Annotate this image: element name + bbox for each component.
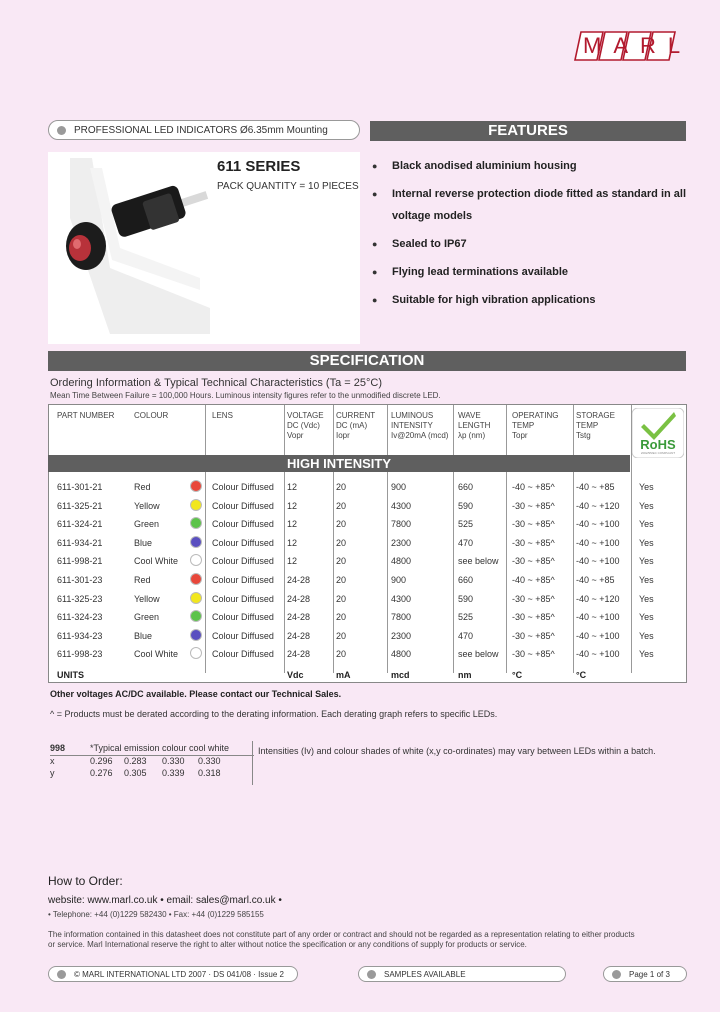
units-operating-temp: °C xyxy=(512,670,523,680)
table-row xyxy=(49,497,688,515)
led-indicator-photo xyxy=(50,158,210,334)
high-intensity-banner: HIGH INTENSITY xyxy=(48,455,630,472)
feature-item: ● Black anodised aluminium housing xyxy=(372,155,692,177)
cell-luminous: 7800 xyxy=(391,612,412,623)
cell-lens: Colour Diffused xyxy=(212,575,274,585)
cell-lens: Colour Diffused xyxy=(212,482,274,492)
cell-current: 20 xyxy=(336,630,347,641)
feature-item: ● Suitable for high vibration applications xyxy=(372,289,692,311)
cell-voltage: 12 xyxy=(287,556,298,567)
led-colour-icon xyxy=(190,573,202,585)
cell-luminous: 2300 xyxy=(391,537,412,548)
mtbf-note: Mean Time Between Failure = 100,000 Hours. Luminous intensity figures refer to the unmodified discrete LED. xyxy=(50,391,441,400)
cell-part: 611-325-21 xyxy=(57,500,103,511)
page-number-text: Page 1 of 3 xyxy=(629,969,670,979)
led-colour-icon xyxy=(190,554,202,566)
product-category-bar xyxy=(48,120,360,140)
cell-wave: 525 xyxy=(458,612,474,623)
cell-voltage: 24-28 xyxy=(287,593,311,604)
cell-wave: 470 xyxy=(458,630,474,641)
pack-quantity: PACK QUANTITY = 10 PIECES xyxy=(217,181,359,192)
cell-current: 20 xyxy=(336,519,347,530)
white-coordinates-table xyxy=(50,743,254,780)
bullet-dot-icon xyxy=(612,970,621,979)
cell-lens: Colour Diffused xyxy=(212,519,274,530)
cell-part: 611-934-21 xyxy=(57,537,103,548)
copyright-text: © MARL INTERNATIONAL LTD 2007 · DS 041/08 · Issue 2 xyxy=(74,969,284,979)
cell-luminous: 7800 xyxy=(391,519,412,530)
product-category-text: PROFESSIONAL LED INDICATORS Ø6.35mm Mounting xyxy=(74,124,328,136)
series-title: 611 SERIES xyxy=(217,158,301,175)
header-operating-temp: OPERATING TEMP Topr xyxy=(512,411,559,440)
voltage-note: Other voltages AC/DC available. Please contact our Technical Sales. xyxy=(50,689,342,699)
cell-optemp: -30 ~ +85^ xyxy=(512,593,555,604)
cell-luminous: 2300 xyxy=(391,630,412,641)
cell-rohs: Yes xyxy=(639,556,654,567)
header-storage-temp: STORAGE TEMP Tstg xyxy=(576,411,615,440)
white-variance-note: Intensities (Iv) and colour shades of white (x,y co-ordinates) may vary between LEDs within a batch. xyxy=(258,746,656,756)
cell-luminous: 900 xyxy=(391,482,407,492)
table-row xyxy=(49,478,688,496)
cell-current: 20 xyxy=(336,649,347,660)
header-current: CURRENT DC (mA) Iopr xyxy=(336,411,376,440)
rohs-subtext: 2002/95/EC COMPLIANT xyxy=(640,451,676,455)
cell-part: 611-301-21 xyxy=(57,482,103,492)
features-banner: FEATURES xyxy=(370,121,686,141)
cell-wave: 470 xyxy=(458,537,474,548)
header-wavelength: WAVE LENGTH λp (nm) xyxy=(458,411,491,440)
units-luminous: mcd xyxy=(391,670,410,680)
copyright-bar xyxy=(48,966,298,982)
cell-lens: Colour Diffused xyxy=(212,630,274,641)
rohs-text: RoHS xyxy=(640,437,676,452)
table-row xyxy=(49,627,688,645)
cell-voltage: 12 xyxy=(287,500,298,511)
cell-rohs: Yes xyxy=(639,575,654,585)
cell-lens: Colour Diffused xyxy=(212,500,274,511)
bullet-dot-icon xyxy=(367,970,376,979)
cell-colour: Cool White xyxy=(134,649,179,660)
header-colour: COLOUR xyxy=(134,411,169,420)
cell-part: 611-934-23 xyxy=(57,630,103,641)
cell-part: 611-324-21 xyxy=(57,519,103,530)
cell-lens: Colour Diffused xyxy=(212,556,274,567)
disclaimer: The information contained in this datasheet does not constitute part of any order or contract and should not be regarded as a representation relating to either products or service. Marl International reserve the right to alter without notice the specification or any conditions of supply for products or service. xyxy=(48,930,635,949)
cell-optemp: -30 ~ +85^ xyxy=(512,630,555,641)
cell-current: 20 xyxy=(336,575,347,585)
cell-part: 611-998-23 xyxy=(57,649,103,660)
cell-luminous: 4300 xyxy=(391,500,412,511)
cell-colour: Red xyxy=(134,482,151,492)
units-wavelength: nm xyxy=(458,670,472,680)
led-colour-icon xyxy=(190,536,202,548)
cell-voltage: 12 xyxy=(287,519,298,530)
cell-sttemp: -40 ~ +120 xyxy=(576,500,620,511)
table-row xyxy=(49,552,688,570)
bullet-dot-icon xyxy=(57,126,66,135)
cell-current: 20 xyxy=(336,593,347,604)
cell-rohs: Yes xyxy=(639,649,654,660)
table-row xyxy=(49,515,688,533)
cell-wave: 590 xyxy=(458,500,474,511)
cell-luminous: 4300 xyxy=(391,593,412,604)
derating-note: ^ = Products must be derated according to the derating information. Each derating graph refers to specific LEDs. xyxy=(50,709,498,719)
units-storage-temp: °C xyxy=(576,670,587,680)
cell-part: 611-325-23 xyxy=(57,593,103,604)
white-table-row: x 0.296 0.283 0.330 0.330 xyxy=(50,756,221,766)
page-indicator xyxy=(603,966,687,982)
cell-sttemp: -40 ~ +100 xyxy=(576,612,620,623)
cell-sttemp: -40 ~ +100 xyxy=(576,649,620,660)
units-current: mA xyxy=(336,670,351,680)
led-colour-icon xyxy=(190,499,202,511)
cell-voltage: 24-28 xyxy=(287,630,311,641)
white-table-row: y 0.276 0.305 0.339 0.318 xyxy=(50,768,221,778)
contact-phone-fax: • Telephone: +44 (0)1229 582430 • Fax: +44 (0)1229 585155 xyxy=(48,910,264,919)
cell-optemp: -30 ~ +85^ xyxy=(512,612,555,623)
cell-voltage: 24-28 xyxy=(287,575,311,585)
cell-colour: Green xyxy=(134,612,160,623)
samples-bar xyxy=(358,966,566,982)
led-colour-icon xyxy=(190,480,202,492)
header-part-number: PART NUMBER xyxy=(57,411,115,420)
cell-rohs: Yes xyxy=(639,593,654,604)
logo-text xyxy=(573,30,693,62)
cell-wave: 590 xyxy=(458,593,474,604)
cell-current: 20 xyxy=(336,482,347,492)
cell-part: 611-324-23 xyxy=(57,612,103,623)
cell-optemp: -30 ~ +85^ xyxy=(512,537,555,548)
cell-optemp: -40 ~ +85^ xyxy=(512,575,555,585)
cell-colour: Cool White xyxy=(134,556,179,567)
ordering-title: Ordering Information & Typical Technical Characteristics (Ta = 25°C) xyxy=(50,377,382,389)
cell-sttemp: -40 ~ +100 xyxy=(576,630,620,641)
led-colour-icon xyxy=(190,629,202,641)
cell-rohs: Yes xyxy=(639,612,654,623)
cell-wave: 525 xyxy=(458,519,474,530)
cell-current: 20 xyxy=(336,556,347,567)
feature-item: ● Sealed to IP67 xyxy=(372,233,692,255)
cell-optemp: -30 ~ +85^ xyxy=(512,649,555,660)
cell-sttemp: -40 ~ +120 xyxy=(576,593,620,604)
cell-optemp: -30 ~ +85^ xyxy=(512,519,555,530)
cell-colour: Green xyxy=(134,519,160,530)
cell-wave: see below xyxy=(458,556,499,567)
cell-voltage: 24-28 xyxy=(287,612,311,623)
table-row xyxy=(49,571,688,589)
how-to-order-title: How to Order: xyxy=(48,874,123,888)
bullet-dot-icon xyxy=(57,970,66,979)
header-lens: LENS xyxy=(212,411,233,420)
led-colour-icon xyxy=(190,647,202,659)
cell-voltage: 24-28 xyxy=(287,649,311,660)
cell-sttemp: -40 ~ +100 xyxy=(576,537,620,548)
cell-optemp: -30 ~ +85^ xyxy=(512,500,555,511)
cell-wave: 660 xyxy=(458,482,474,492)
cell-optemp: -30 ~ +85^ xyxy=(512,556,555,567)
cell-colour: Yellow xyxy=(134,500,160,511)
cell-colour: Red xyxy=(134,575,151,585)
cell-current: 20 xyxy=(336,500,347,511)
feature-item: ● Internal reverse protection diode fitted as standard in all voltage models xyxy=(372,183,692,227)
cell-rohs: Yes xyxy=(639,519,654,530)
cell-wave: see below xyxy=(458,649,499,660)
specification-banner: SPECIFICATION xyxy=(48,351,686,371)
cell-optemp: -40 ~ +85^ xyxy=(512,482,555,492)
spec-table xyxy=(48,404,687,683)
header-voltage: VOLTAGE DC (Vdc) Vopr xyxy=(287,411,324,440)
cell-lens: Colour Diffused xyxy=(212,649,274,660)
cell-colour: Yellow xyxy=(134,593,160,604)
feature-item: ● Flying lead terminations available xyxy=(372,261,692,283)
cell-rohs: Yes xyxy=(639,537,654,548)
cell-current: 20 xyxy=(336,612,347,623)
cell-lens: Colour Diffused xyxy=(212,537,274,548)
header-luminous: LUMINOUS INTENSITY Iv@20mA (mcd) xyxy=(391,411,449,440)
white-table-header: 998 *Typical emission colour cool white xyxy=(50,743,254,756)
cell-rohs: Yes xyxy=(639,500,654,511)
cell-rohs: Yes xyxy=(639,482,654,492)
led-colour-icon xyxy=(190,517,202,529)
units-label: UNITS xyxy=(57,670,84,680)
cell-voltage: 12 xyxy=(287,482,298,492)
cell-colour: Blue xyxy=(134,630,153,641)
cell-rohs: Yes xyxy=(639,630,654,641)
cell-sttemp: -40 ~ +85 xyxy=(576,482,615,492)
table-row xyxy=(49,645,688,663)
table-row xyxy=(49,534,688,552)
cell-current: 20 xyxy=(336,537,347,548)
cell-wave: 660 xyxy=(458,575,474,585)
cell-sttemp: -40 ~ +85 xyxy=(576,575,615,585)
cell-sttemp: -40 ~ +100 xyxy=(576,519,620,530)
cell-luminous: 4800 xyxy=(391,556,412,567)
cell-part: 611-301-23 xyxy=(57,575,103,585)
table-row xyxy=(49,608,688,626)
cell-lens: Colour Diffused xyxy=(212,593,274,604)
table-row xyxy=(49,590,688,608)
cell-voltage: 12 xyxy=(287,537,298,548)
cell-luminous: 4800 xyxy=(391,649,412,660)
cell-sttemp: -40 ~ +100 xyxy=(576,556,620,567)
led-colour-icon xyxy=(190,592,202,604)
cell-colour: Blue xyxy=(134,537,153,548)
units-voltage: Vdc xyxy=(287,670,304,680)
cell-part: 611-998-21 xyxy=(57,556,103,567)
cell-lens: Colour Diffused xyxy=(212,612,274,623)
white-divider xyxy=(252,741,253,785)
samples-text: SAMPLES AVAILABLE xyxy=(384,969,466,979)
led-colour-icon xyxy=(190,610,202,622)
features-list xyxy=(372,155,692,317)
logo-lettering: MARL xyxy=(583,33,693,58)
contact-web-email: website: www.marl.co.uk • email: sales@marl.co.uk • xyxy=(48,895,282,906)
cell-luminous: 900 xyxy=(391,575,407,585)
